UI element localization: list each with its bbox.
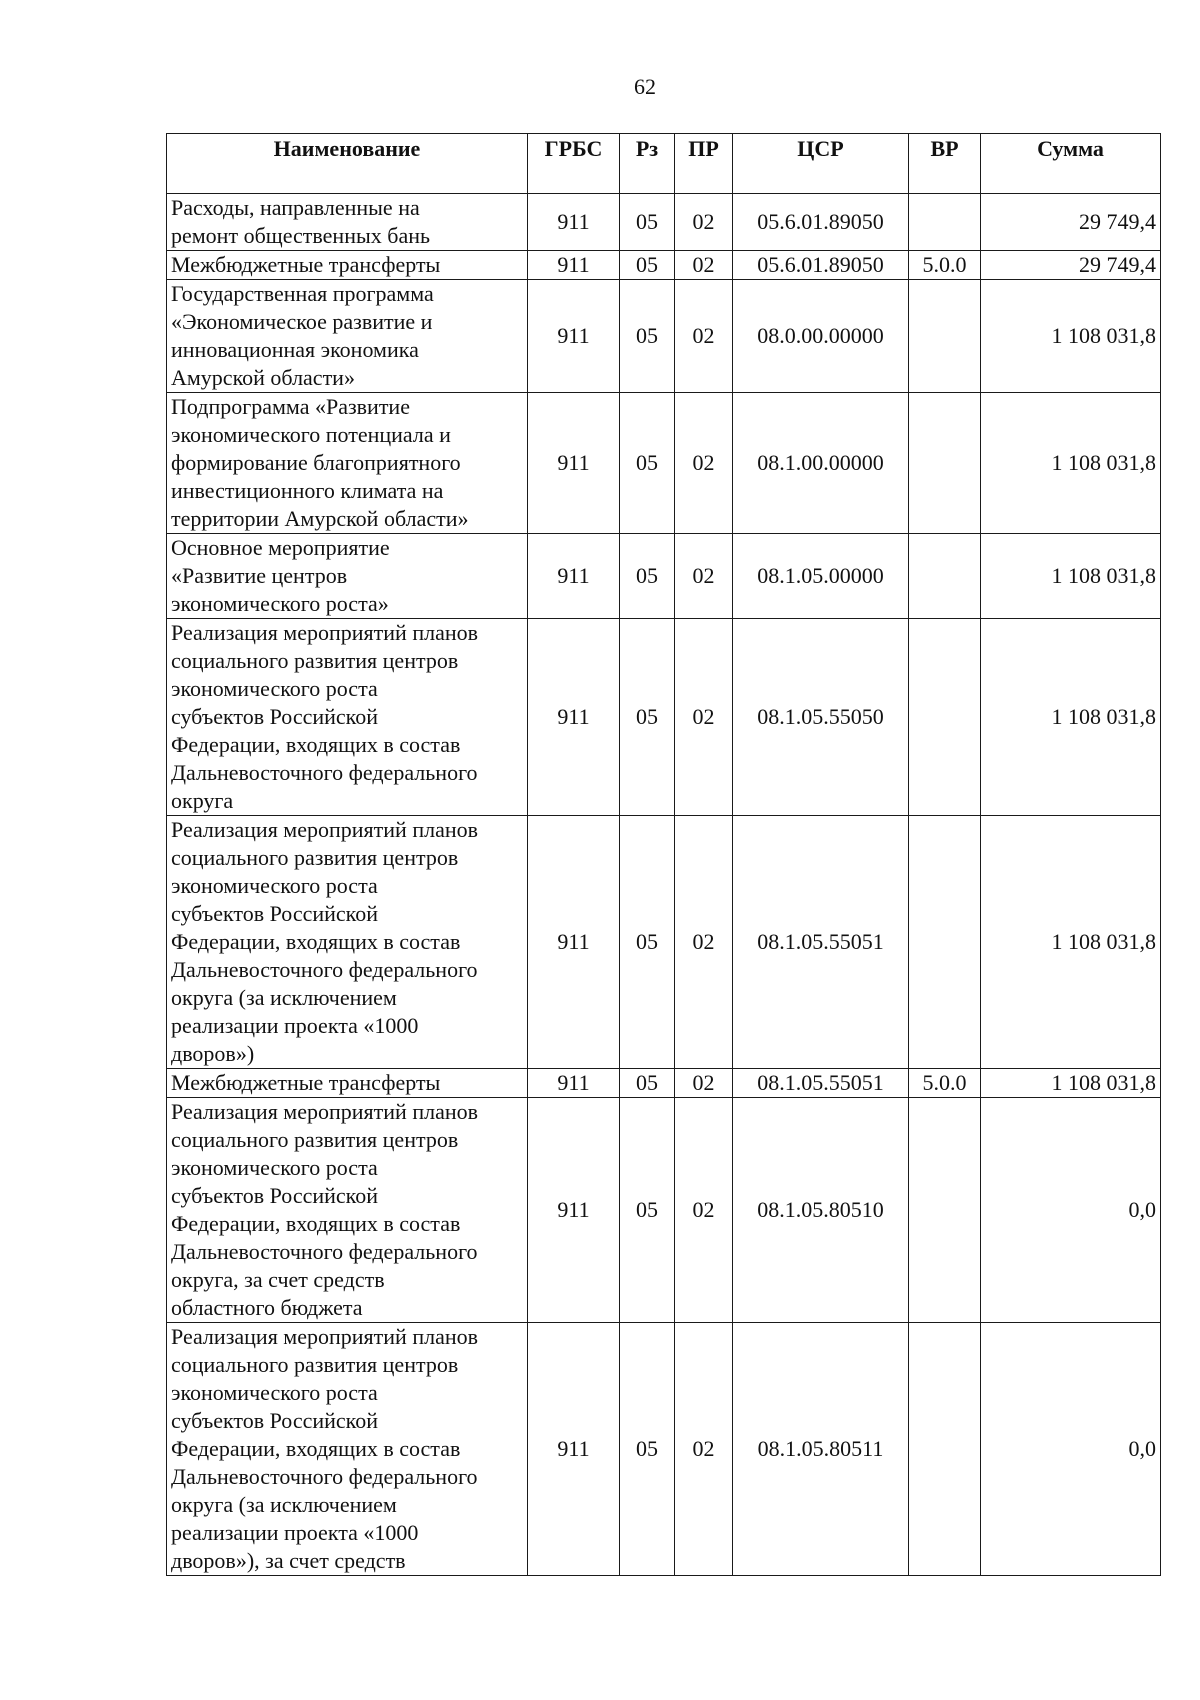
row-grbs: 911: [528, 619, 620, 816]
table-row: [167, 816, 1161, 1069]
row-rz: 05: [620, 1069, 675, 1098]
row-rz: 05: [620, 619, 675, 816]
row-csr: 05.6.01.89050: [733, 194, 909, 251]
row-rz: 05: [620, 1323, 675, 1576]
table-row: [167, 619, 1161, 816]
row-vr: [909, 280, 981, 393]
row-grbs: 911: [528, 534, 620, 619]
table-row: [167, 1069, 1161, 1098]
row-grbs: 911: [528, 1069, 620, 1098]
header-sum: Сумма: [981, 134, 1161, 194]
row-sum: 0,0: [981, 1323, 1161, 1576]
row-rz: 05: [620, 393, 675, 534]
row-pr: 02: [675, 251, 733, 280]
row-rz: 05: [620, 194, 675, 251]
row-name: Реализация мероприятий планов социального развития центров экономического роста субъектов Российской Федерации, входящих в состав Дальневосточного федерального округа (за исключением реализации проекта «1000 дворов»), за счет средств: [167, 1323, 528, 1576]
page-number: 62: [634, 74, 656, 99]
table-row: [167, 1098, 1161, 1323]
row-grbs: 911: [528, 816, 620, 1069]
row-sum: 1 108 031,8: [981, 280, 1161, 393]
table-row: [167, 280, 1161, 393]
row-vr: [909, 619, 981, 816]
row-sum: 1 108 031,8: [981, 393, 1161, 534]
row-pr: 02: [675, 194, 733, 251]
header-rz: Рз: [620, 134, 675, 194]
row-pr: 02: [675, 619, 733, 816]
table-row: [167, 251, 1161, 280]
row-name: Межбюджетные трансферты: [167, 251, 528, 280]
row-pr: 02: [675, 1098, 733, 1323]
row-csr: 08.1.05.80510: [733, 1098, 909, 1323]
table-row: [167, 534, 1161, 619]
row-name: Межбюджетные трансферты: [167, 1069, 528, 1098]
header-csr: ЦСР: [733, 134, 909, 194]
row-pr: 02: [675, 393, 733, 534]
header-grbs: ГРБС: [528, 134, 620, 194]
table-row: [167, 1323, 1161, 1576]
table-header-row: [167, 134, 1161, 194]
row-pr: 02: [675, 1069, 733, 1098]
row-sum: 1 108 031,8: [981, 816, 1161, 1069]
row-name: Расходы, направленные на ремонт общественных бань: [167, 194, 528, 251]
row-csr: 08.0.00.00000: [733, 280, 909, 393]
row-csr: 08.1.05.55050: [733, 619, 909, 816]
row-sum: 0,0: [981, 1098, 1161, 1323]
row-grbs: 911: [528, 393, 620, 534]
row-name: Реализация мероприятий планов социального развития центров экономического роста субъектов Российской Федерации, входящих в состав Дальневосточного федерального округа (за исключением реализации проекта «1000 дворов»): [167, 816, 528, 1069]
table-row: [167, 194, 1161, 251]
row-csr: 08.1.05.00000: [733, 534, 909, 619]
row-sum: 1 108 031,8: [981, 1069, 1161, 1098]
row-pr: 02: [675, 280, 733, 393]
row-vr: [909, 393, 981, 534]
row-name: Реализация мероприятий планов социального развития центров экономического роста субъектов Российской Федерации, входящих в состав Дальневосточного федерального округа, за счет средств областного бюджета: [167, 1098, 528, 1323]
row-grbs: 911: [528, 280, 620, 393]
row-vr: [909, 534, 981, 619]
row-rz: 05: [620, 534, 675, 619]
row-name: Реализация мероприятий планов социального развития центров экономического роста субъектов Российской Федерации, входящих в состав Дальневосточного федерального округа: [167, 619, 528, 816]
row-rz: 05: [620, 816, 675, 1069]
row-name: Государственная программа «Экономическое развитие и инновационная экономика Амурской области»: [167, 280, 528, 393]
row-vr: [909, 1098, 981, 1323]
budget-table: [166, 133, 1161, 1576]
row-grbs: 911: [528, 1098, 620, 1323]
row-vr: 5.0.0: [909, 1069, 981, 1098]
row-vr: [909, 194, 981, 251]
row-grbs: 911: [528, 194, 620, 251]
row-sum: 29 749,4: [981, 194, 1161, 251]
row-csr: 08.1.00.00000: [733, 393, 909, 534]
header-pr: ПР: [675, 134, 733, 194]
header-name: Наименование: [167, 134, 528, 194]
row-sum: 1 108 031,8: [981, 619, 1161, 816]
row-grbs: 911: [528, 1323, 620, 1576]
row-pr: 02: [675, 534, 733, 619]
row-name: Подпрограмма «Развитие экономического потенциала и формирование благоприятного инвестиционного климата на территории Амурской области»: [167, 393, 528, 534]
row-sum: 29 749,4: [981, 251, 1161, 280]
row-rz: 05: [620, 1098, 675, 1323]
row-csr: 08.1.05.55051: [733, 1069, 909, 1098]
table-row: [167, 393, 1161, 534]
row-rz: 05: [620, 251, 675, 280]
row-vr: [909, 1323, 981, 1576]
row-grbs: 911: [528, 251, 620, 280]
row-pr: 02: [675, 1323, 733, 1576]
row-rz: 05: [620, 280, 675, 393]
row-vr: [909, 816, 981, 1069]
row-csr: 08.1.05.55051: [733, 816, 909, 1069]
header-vr: ВР: [909, 134, 981, 194]
row-pr: 02: [675, 816, 733, 1069]
row-vr: 5.0.0: [909, 251, 981, 280]
row-sum: 1 108 031,8: [981, 534, 1161, 619]
row-csr: 05.6.01.89050: [733, 251, 909, 280]
row-csr: 08.1.05.80511: [733, 1323, 909, 1576]
row-name: Основное мероприятие «Развитие центров экономического роста»: [167, 534, 528, 619]
